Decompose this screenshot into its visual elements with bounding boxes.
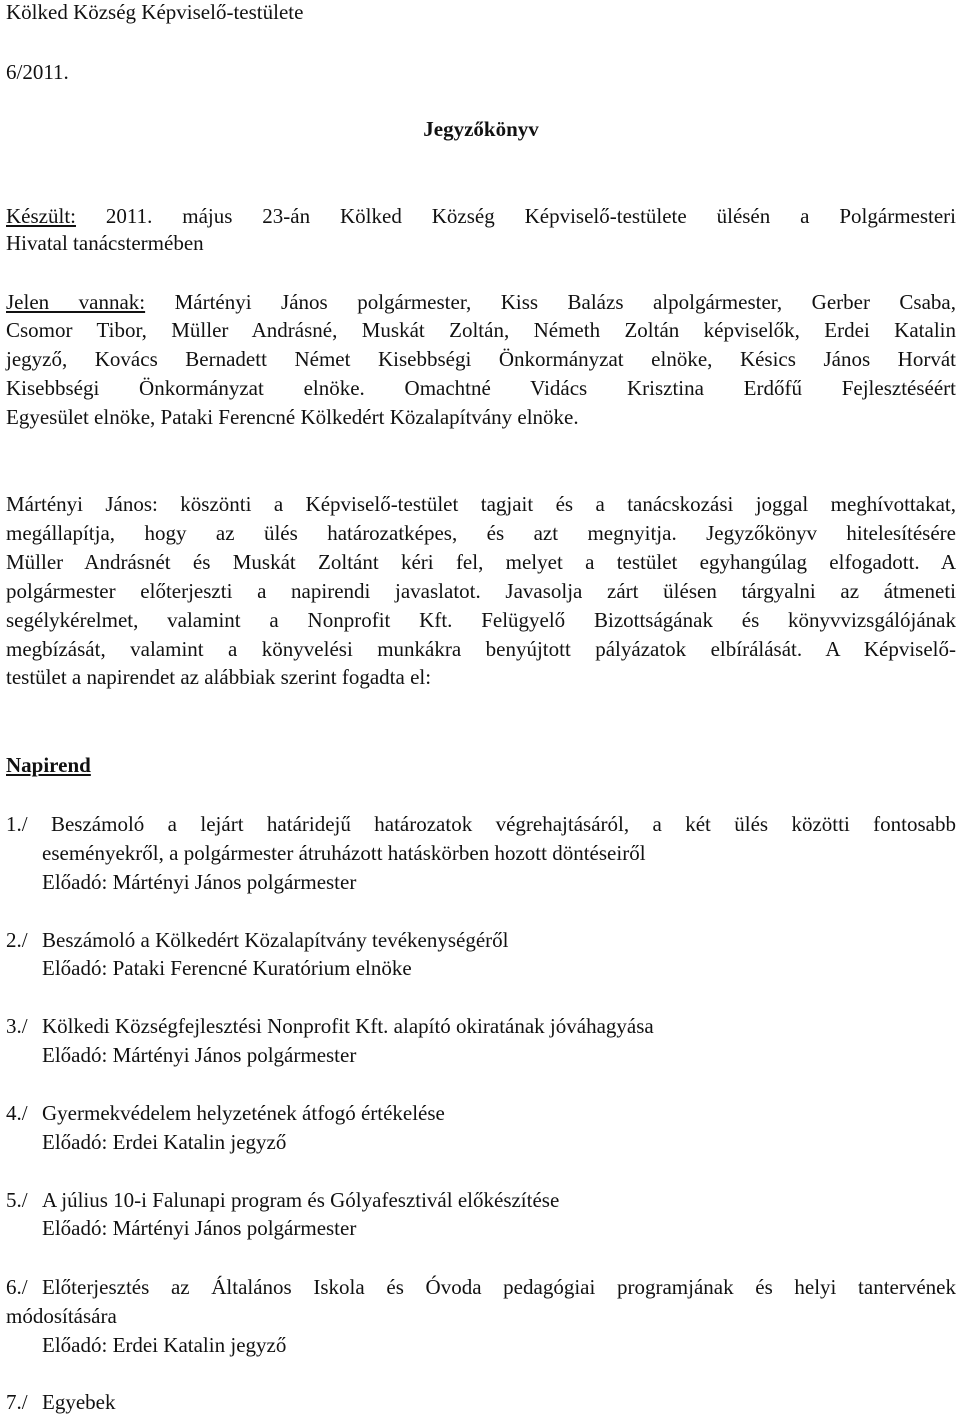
minutes-line-2: megállapítja, hogy az ülés határozatképes, és azt megnyitja. Jegyzőkönyv hitelesítésére — [6, 521, 956, 545]
agenda-item-7-title: Egyebek — [42, 1390, 116, 1414]
agenda-item-4-number: 4./ — [6, 1101, 28, 1125]
jelen-line-5: Egyesület elnöke, Pataki Ferencné Kölkedért Közalapítvány elnöke. — [6, 405, 579, 429]
agenda-item-4-title: Gyermekvédelem helyzetének átfogó értékelése — [42, 1101, 445, 1125]
minutes-line-1: Mártényi János: köszönti a Képviselő-testület tagjait és a tanácskozási joggal meghívottakat, — [6, 492, 956, 516]
agenda-item-6-title: Előterjesztés az Általános Iskola és Óvoda pedagógiai programjának és helyi tantervének — [42, 1275, 956, 1299]
agenda-item-4-presenter: Előadó: Erdei Katalin jegyző — [42, 1130, 287, 1154]
minutes-line-5: segélykérelmet, valamint a Nonprofit Kft. Felügyelő Bizottságának és könyvvizsgálójának — [6, 608, 956, 632]
jelen-line-4: Kisebbségi Önkormányzat elnöke. Omachtné Vidács Krisztina Erdőfű Fejlesztéséért — [6, 376, 956, 400]
minutes-line-3: Müller Andrásnét és Muskát Zoltánt kéri fel, melyet a testület egyhangúlag elfogadott. A — [6, 550, 956, 574]
keszult-line-2: Hivatal tanácstermében — [6, 231, 204, 255]
agenda-item-7-number: 7./ — [6, 1390, 28, 1414]
agenda-item-title: Beszámoló a lejárt határidejű határozatok végrehajtásáról, a két ülés közötti fontosabb — [50, 812, 957, 836]
jelen-label: Jelen vannak: — [6, 290, 146, 314]
agenda-item-5-number: 5./ — [6, 1188, 28, 1212]
agenda-heading: Napirend — [6, 753, 91, 777]
jelen-line-2: Csomor Tibor, Müller Andrásné, Muskát Zoltán, Németh Zoltán képviselők, Erdei Katalin — [6, 318, 956, 342]
document-number: 6/2011. — [6, 60, 69, 84]
agenda-item-3-title: Kölkedi Községfejlesztési Nonprofit Kft. alapító okiratának jóváhagyása — [42, 1014, 654, 1038]
jelen-line-1 — [6, 290, 956, 314]
keszult-text: 2011. május 23-án Kölked Község Képviselő-testülete ülésén a Polgármesteri — [75, 204, 956, 228]
agenda-item-6-number: 6./ — [6, 1275, 28, 1299]
jelen-line-3: jegyző, Kovács Bernadett Német Kisebbségi Önkormányzat elnöke, Késics János Horvát — [6, 347, 956, 371]
agenda-item-6-title-line-2: módosítására — [6, 1304, 117, 1328]
jelen-text: Mártényi János polgármester, Kiss Balázs alpolgármester, Gerber Csaba, — [145, 290, 956, 314]
agenda-item-3-presenter: Előadó: Mártényi János polgármester — [42, 1043, 357, 1067]
agenda-item-1-line-2: eseményekről, a polgármester átruházott hatáskörben hozott döntéseiről — [42, 841, 646, 865]
agenda-item-2-presenter: Előadó: Pataki Ferencné Kuratórium elnöke — [42, 956, 412, 980]
agenda-item-number: 1./ — [6, 812, 28, 836]
minutes-line-6: megbízását, valamint a könyvelési munkákra benyújtott pályázatok elbírálását. A Képviselő- — [6, 637, 956, 661]
minutes-line-4: polgármester előterjeszti a napirendi javaslatot. Javasolja zárt ülésen tárgyalni az átmeneti — [6, 579, 956, 603]
organization-name: Kölked Község Képviselő-testülete — [6, 0, 304, 24]
keszult-label: Készült: — [6, 204, 76, 228]
agenda-item-6-presenter: Előadó: Erdei Katalin jegyző — [42, 1333, 287, 1357]
keszult-line-1 — [6, 204, 956, 228]
agenda-item-5-presenter: Előadó: Mártényi János polgármester — [42, 1216, 357, 1240]
agenda-item-5-title: A július 10-i Falunapi program és Gólyafesztivál előkészítése — [42, 1188, 560, 1212]
document-title: Jegyzőkönyv — [423, 117, 539, 141]
agenda-item-3-number: 3./ — [6, 1014, 28, 1038]
agenda-item-1-presenter: Előadó: Mártényi János polgármester — [42, 870, 357, 894]
agenda-item-2-title: Beszámoló a Kölkedért Közalapítvány tevékenységéről — [42, 928, 509, 952]
agenda-item-1-line-1 — [6, 812, 956, 836]
minutes-line-7: testület a napirendet az alábbiak szerint fogadta el: — [6, 665, 432, 689]
agenda-item-2-number: 2./ — [6, 928, 28, 952]
